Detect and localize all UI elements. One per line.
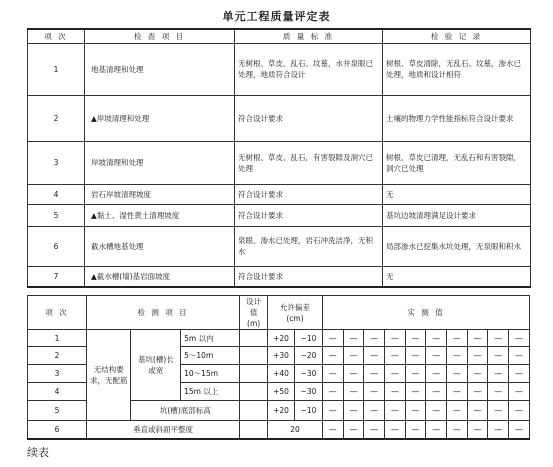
measured-cell: —	[426, 401, 447, 421]
design-value	[240, 383, 268, 401]
row-no: 3	[28, 141, 85, 184]
measured-cell: —	[384, 421, 405, 439]
tol-minus: −30	[294, 383, 322, 401]
measured-cell: —	[364, 347, 385, 365]
tolerance-value: 20	[268, 421, 323, 439]
design-value	[240, 421, 268, 439]
table-row	[28, 266, 531, 287]
header-no: 项 次	[28, 296, 87, 330]
row-item: 岸坡清理和处理	[85, 141, 235, 184]
table-row	[28, 204, 531, 226]
row-item: 岩石岸坡清理坡度	[85, 184, 235, 204]
measured-cell: —	[488, 347, 509, 365]
row-sub: 垂直或斜面平整度	[86, 421, 239, 439]
measured-cell: —	[384, 347, 405, 365]
tol-minus: −30	[294, 365, 322, 383]
design-value	[240, 347, 268, 365]
tol-minus: −20	[294, 347, 322, 365]
measured-cell: —	[405, 401, 426, 421]
group-label: 无结构要求，无配筋	[86, 330, 130, 421]
measured-cell: —	[384, 365, 405, 383]
header-record: 检 验 记 录	[383, 29, 531, 43]
row-standard: 符合设计要求	[235, 184, 383, 204]
measured-cell: —	[384, 330, 405, 347]
measured-cell: —	[364, 421, 385, 439]
tol-plus: +40	[268, 365, 295, 383]
sub-group-label: 基坑(槽)长或宽	[131, 330, 181, 401]
measured-cell: —	[405, 421, 426, 439]
measured-cell: —	[509, 347, 530, 365]
row-no: 5	[28, 204, 85, 226]
measured-cell: —	[364, 383, 385, 401]
measured-cell: —	[509, 421, 530, 439]
row-standard: 无树根、草皮、乱石，有害裂隙及洞穴已处理	[235, 141, 383, 184]
measured-cell: —	[322, 347, 343, 365]
row-no: 7	[28, 266, 85, 287]
row-record: 土壤的物理力学性能指标符合设计要求	[383, 95, 531, 141]
measured-cell: —	[322, 330, 343, 347]
row-record: 无	[383, 184, 531, 204]
measured-cell: —	[405, 330, 426, 347]
row-no: 1	[28, 43, 85, 95]
measured-cell: —	[426, 365, 447, 383]
measured-cell: —	[322, 365, 343, 383]
row-record: 无	[383, 266, 531, 287]
continued-label: 续表	[27, 446, 49, 459]
measured-cell: —	[509, 383, 530, 401]
row-sub: 10～15m	[181, 365, 240, 383]
tol-minus: −10	[294, 330, 322, 347]
measured-cell: —	[509, 401, 530, 421]
measured-cell: —	[467, 365, 488, 383]
measured-cell: —	[488, 383, 509, 401]
measured-cell: —	[467, 347, 488, 365]
measured-cell: —	[405, 383, 426, 401]
measurement-table	[27, 295, 530, 440]
row-record: 基坑边坡清理满足设计要求	[383, 204, 531, 226]
measured-cell: —	[447, 383, 468, 401]
table-row	[28, 226, 531, 266]
measured-cell: —	[343, 347, 364, 365]
measured-cell: —	[509, 330, 530, 347]
tol-minus: −10	[294, 401, 322, 421]
measured-cell: —	[405, 365, 426, 383]
header-tolerance: 允许偏差 (cm)	[268, 296, 323, 330]
measured-cell: —	[447, 401, 468, 421]
row-sub: 坑(槽)底部标高	[131, 401, 240, 421]
row-no: 6	[28, 421, 87, 439]
row-standard: 无树根、草皮、乱石、坟墓，水井泉眼已处理，地质符合设计	[235, 43, 383, 95]
measured-cell: —	[447, 365, 468, 383]
measured-cell: —	[343, 421, 364, 439]
tol-plus: +30	[268, 347, 295, 365]
row-sub: 5～10m	[181, 347, 240, 365]
header-no: 项 次	[28, 29, 85, 43]
row-no: 2	[28, 347, 87, 365]
tol-plus: +20	[268, 330, 295, 347]
tol-plus: +20	[268, 401, 295, 421]
header-item: 检 测 项 目	[86, 296, 239, 330]
table-row	[28, 141, 531, 184]
row-item: ▲截水槽(墙)基岩面坡度	[85, 266, 235, 287]
header-measured: 实 测 值	[322, 296, 529, 330]
measured-cell: —	[467, 330, 488, 347]
measured-cell: —	[364, 365, 385, 383]
measured-cell: —	[364, 401, 385, 421]
measured-cell: —	[467, 421, 488, 439]
row-item: ▲黏土、湿性黄土清理坡度	[85, 204, 235, 226]
row-no: 6	[28, 226, 85, 266]
measured-cell: —	[343, 330, 364, 347]
design-value	[240, 330, 268, 347]
measured-cell: —	[488, 421, 509, 439]
measured-cell: —	[426, 330, 447, 347]
table-title: 单元工程质量评定表	[222, 10, 331, 23]
measured-cell: —	[447, 347, 468, 365]
inspection-table	[27, 28, 531, 288]
measured-cell: —	[364, 330, 385, 347]
measured-cell: —	[343, 383, 364, 401]
table-row	[28, 95, 531, 141]
measured-cell: —	[322, 383, 343, 401]
measured-cell: —	[447, 421, 468, 439]
table-row	[28, 421, 530, 439]
measured-cell: —	[343, 365, 364, 383]
row-no: 3	[28, 365, 87, 383]
row-record: 局部渗水已挖集水坑处理，无泉眼和积水	[383, 226, 531, 266]
measured-cell: —	[509, 365, 530, 383]
measured-cell: —	[467, 383, 488, 401]
table-row	[28, 184, 531, 204]
row-standard: 泉眼、渗水已处理，岩石冲洗洁净，无积水	[235, 226, 383, 266]
measured-cell: —	[384, 383, 405, 401]
inspection-header-row	[28, 29, 531, 43]
measured-cell: —	[426, 421, 447, 439]
tol-plus: +50	[268, 383, 295, 401]
measured-cell: —	[426, 347, 447, 365]
measured-cell: —	[322, 421, 343, 439]
row-no: 1	[28, 330, 87, 347]
measured-cell: —	[447, 330, 468, 347]
measured-cell: —	[488, 365, 509, 383]
row-record: 树根、草皮清除，无乱石、坟墓，渗水已处理，地质和设计相符	[383, 43, 531, 95]
table-row	[28, 43, 531, 95]
row-item: ▲岸坡清理和处理	[85, 95, 235, 141]
measured-cell: —	[384, 401, 405, 421]
row-sub: 15m 以上	[181, 383, 240, 401]
measured-cell: —	[322, 401, 343, 421]
design-value	[240, 401, 268, 421]
row-sub: 5m 以内	[181, 330, 240, 347]
row-standard: 符合设计要求	[235, 95, 383, 141]
row-no: 2	[28, 95, 85, 141]
row-item: 地基清理和处理	[85, 43, 235, 95]
measurement-header-row	[28, 296, 530, 330]
measured-cell: —	[488, 330, 509, 347]
row-standard: 符合设计要求	[235, 204, 383, 226]
header-item: 检 查 项 目	[85, 29, 235, 43]
measured-cell: —	[405, 347, 426, 365]
measured-cell: —	[467, 401, 488, 421]
row-record: 树根、草皮已清理，无乱石和有害裂隙，洞穴已处理	[383, 141, 531, 184]
table-row	[28, 330, 530, 347]
design-value	[240, 365, 268, 383]
header-standard: 质 量 标 准	[235, 29, 383, 43]
row-item: 截水槽地基处理	[85, 226, 235, 266]
row-no: 4	[28, 383, 87, 401]
row-no: 5	[28, 401, 87, 421]
measured-cell: —	[343, 401, 364, 421]
measured-cell: —	[426, 383, 447, 401]
header-design: 设计值 (m)	[240, 296, 268, 330]
row-standard: 符合设计要求	[235, 266, 383, 287]
measured-cell: —	[488, 401, 509, 421]
row-no: 4	[28, 184, 85, 204]
